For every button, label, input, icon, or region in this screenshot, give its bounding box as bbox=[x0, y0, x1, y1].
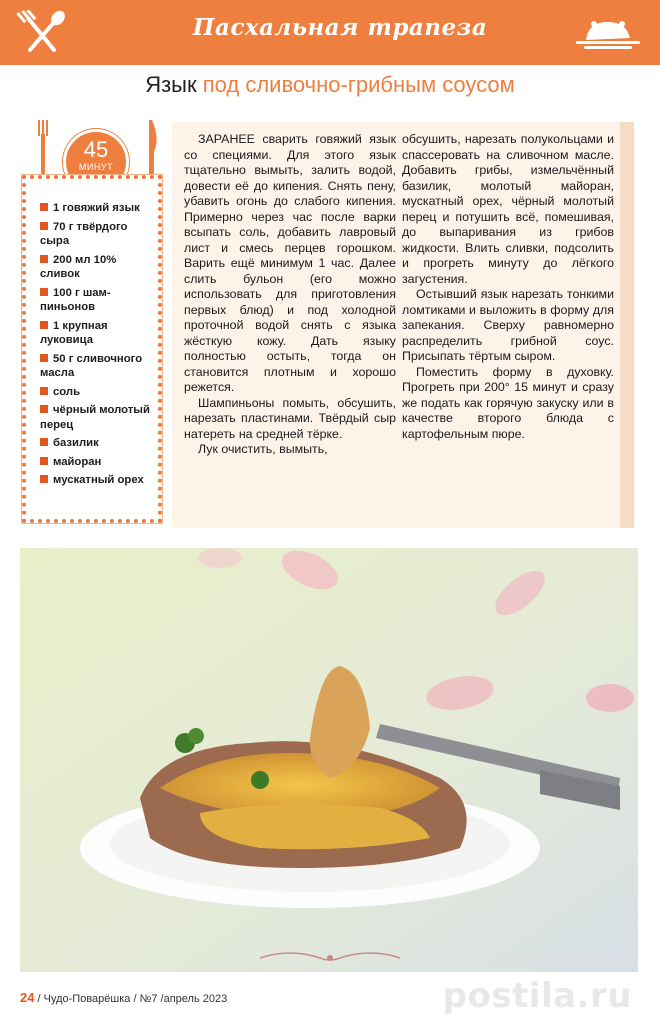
ingredient-item: соль bbox=[40, 385, 152, 400]
ingredients-card bbox=[22, 175, 162, 523]
bullet-square-icon bbox=[40, 457, 48, 465]
ingredient-item: 200 мл 10% сливок bbox=[40, 253, 117, 280]
bullet-square-icon bbox=[40, 387, 48, 395]
recipe-title bbox=[0, 72, 660, 98]
cooking-time-unit: МИНУТ bbox=[78, 162, 114, 172]
method-column-2 bbox=[402, 132, 614, 524]
method-paragraph: обсушить, нарезать полукольцами и спассеровать на сливочном масле. Добавить грибы, измельчённый базилик, молотый майоран, мускатный орех, чёрный молотый перец и потушить всё, помешивая, до выпаривания из грибов жидкости. Влить сливки, подсолить и прогреть минуту до лёгкого загустения. bbox=[402, 132, 614, 286]
bullet-square-icon bbox=[40, 288, 48, 296]
watermark: postila.ru bbox=[442, 976, 632, 1016]
method-paragraph: Поместить форму в духовку. Прогреть при 200° 15 минут и сразу же подать как горячую закуску или в качестве второго блюда с картофельным пюре. bbox=[402, 364, 614, 441]
ingredient-item: майоран bbox=[40, 455, 152, 470]
dish-photo-illustration bbox=[20, 548, 638, 972]
bullet-square-icon bbox=[40, 475, 48, 483]
method-paragraph: Шампиньоны помыть, обсушить, нарезать пластинами. Твёрдый сыр натереть на средней тёрке. bbox=[184, 395, 396, 441]
recipe-title-main: Язык bbox=[145, 72, 197, 97]
ingredient-item: чёрный молотый перец bbox=[40, 404, 150, 431]
bullet-square-icon bbox=[40, 405, 48, 413]
ingredients-list bbox=[40, 201, 152, 488]
page-footer bbox=[20, 990, 320, 1005]
magazine-issue: / Чудо-Поварёшка / №7 /апрель 2023 bbox=[34, 993, 228, 1005]
dish-photo bbox=[20, 548, 638, 972]
method-columns bbox=[184, 132, 614, 524]
page-number: 24 bbox=[20, 990, 35, 1005]
roast-chicken-icon bbox=[574, 14, 642, 52]
recipe-title-sub: под сливочно-грибным соусом bbox=[202, 72, 515, 97]
method-box bbox=[172, 122, 634, 528]
fork-spoon-icon bbox=[14, 10, 70, 54]
method-paragraph: Лук очистить, вымыть, bbox=[198, 442, 328, 456]
method-box-edge bbox=[620, 122, 634, 528]
bullet-square-icon bbox=[40, 438, 48, 446]
method-column-1 bbox=[184, 132, 396, 524]
ingredient-item: 1 крупная луковица bbox=[40, 319, 108, 346]
bullet-square-icon bbox=[40, 203, 48, 211]
ingredient-item: 1 говяжий язык bbox=[40, 201, 152, 216]
ingredient-item: 50 г сливочного масла bbox=[40, 352, 143, 379]
ingredient-item: мускатный орех bbox=[40, 473, 152, 488]
bullet-square-icon bbox=[40, 222, 48, 230]
ingredient-item: 70 г твёрдого сыра bbox=[40, 220, 128, 247]
method-paragraph: Остывший язык нарезать тонкими ломтиками и выложить в форму для запекания. Сверху равномерно распределить грибной соус. Присыпать тёртым сыром. bbox=[402, 287, 614, 363]
section-title: Пасхальная трапеза bbox=[192, 14, 488, 41]
bullet-square-icon bbox=[40, 255, 48, 263]
section-header bbox=[0, 0, 660, 65]
cooking-time-value: 45 bbox=[83, 137, 109, 162]
ingredient-item: базилик bbox=[40, 436, 152, 451]
method-paragraph: ЗАРАНЕЕ сварить говяжий язык со специями. Для этого язык тщательно вымыть, залить водой, довести её до кипения. Снять пену, убавить огонь до слабого кипения. Примерно через час после варки всыпать соль, добавить лавровый лист и смесь перцев горошком. Варить ещё минимум 1 час. Далее слить бульон (его можно использовать для приготовления первых блюд) и под холодной проточной водой снять с языка жёсткую кожу. Дать языку полностью остыть, тогда он становится плотным и хорошо режется. bbox=[184, 132, 396, 394]
bullet-square-icon bbox=[40, 321, 48, 329]
ingredient-item: 100 г шам-пиньонов bbox=[40, 286, 111, 313]
ornament-divider-icon bbox=[250, 948, 410, 968]
bullet-square-icon bbox=[40, 354, 48, 362]
